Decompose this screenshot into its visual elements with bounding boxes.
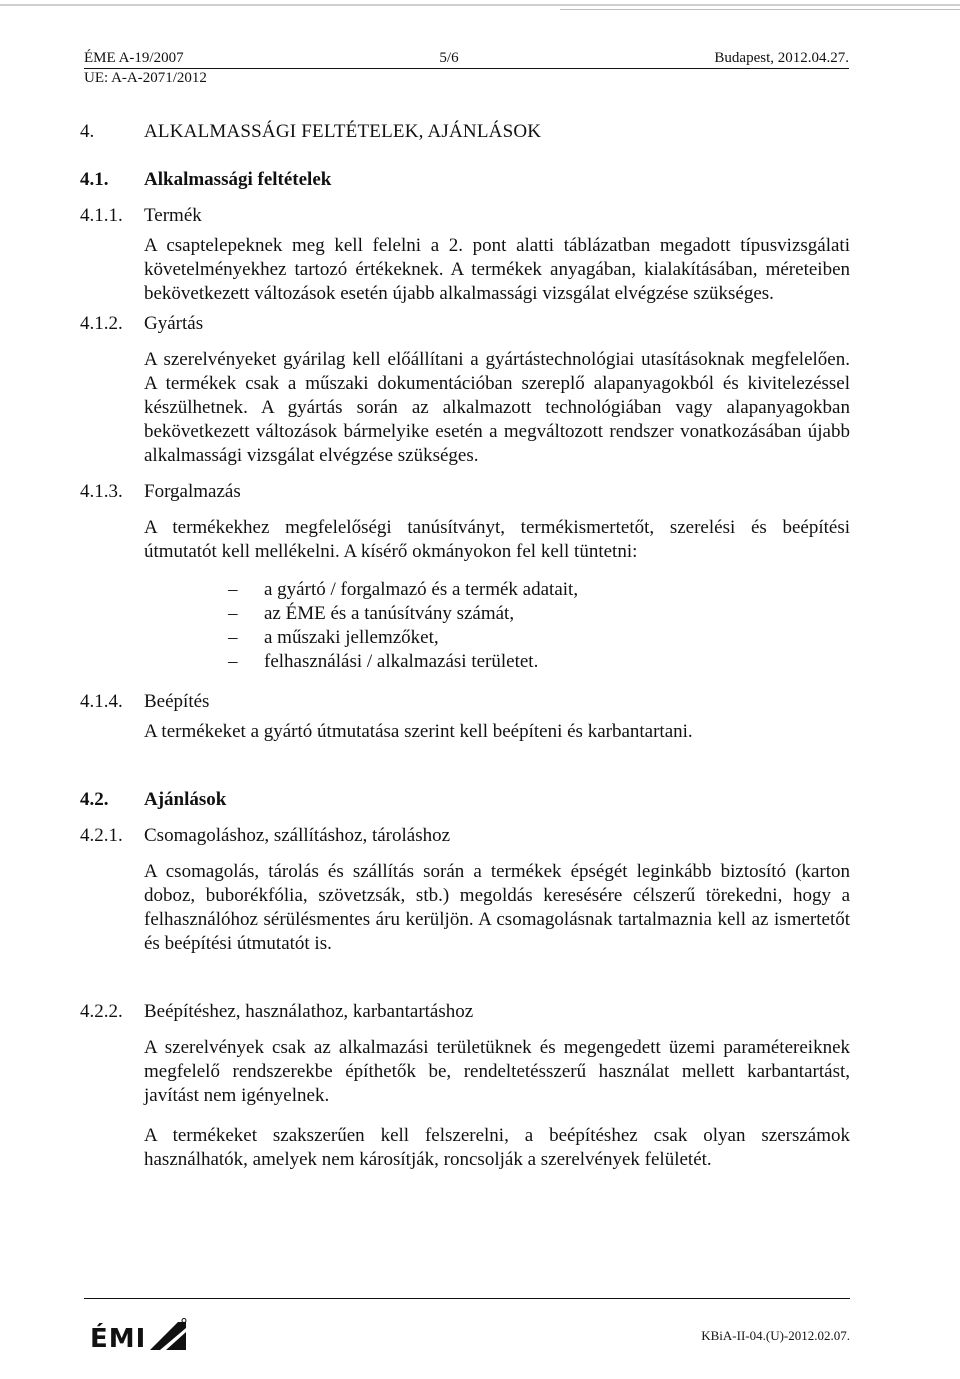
footer-rule [84,1298,850,1299]
scan-edge-line-secondary [560,9,960,10]
ue-number: UE: A-A-2071/2012 [84,70,207,86]
section-title: Ajánlások [144,789,227,810]
page-header [84,49,849,87]
header-rule [84,68,849,69]
section-4-2-1-heading [80,824,850,848]
scan-edge-line [0,4,960,6]
section-number: 4.1.1. [80,205,123,226]
dash-bullet: – [228,651,238,672]
section-4-1-2-heading [80,312,850,336]
emi-logo [90,1318,188,1352]
header-row [84,49,849,67]
place-date: Budapest, 2012.04.27. [714,50,849,66]
section-4-1-4-heading [80,690,850,714]
section-title: ALKALMASSÁGI FELTÉTELEK, AJÁNLÁSOK [144,121,542,142]
list-item [228,626,850,650]
section-number: 4.1.4. [80,691,123,712]
section-title: Beépítés [144,691,210,712]
list-item-text: a műszaki jellemzőket, [264,627,439,648]
list-item-text: felhasználási / alkalmazási területet. [264,651,539,672]
form-code: KBiA-II-04.(U)-2012.02.07. [701,1328,850,1343]
section-title: Beépítéshez, használathoz, karbantartáshoz [144,1001,474,1022]
section-title: Termék [144,205,202,226]
section-number: 4.1. [80,169,109,190]
section-4-1-1-heading [80,204,850,228]
section-4-2-1-text: A csomagolás, tárolás és szállítás során a termékek épségét leginkább biztosító (karton doboz, buborékfólia, szövetzsák, stb.) megoldás keresésére célszerű törekedni, hogy a felhasználóhoz sérülésmentes áru kerüljön. A csomagolásnak tartalmaznia kell az ismertetőt és beépítési útmutatót is. [144,861,850,954]
dash-bullet: – [228,579,238,600]
section-title: Alkalmassági feltételek [144,169,332,190]
section-number: 4.2.2. [80,1001,123,1022]
doc-id: ÉME A-19/2007 [84,50,184,66]
section-4-1-heading [80,168,850,192]
section-number: 4.1.3. [80,481,123,502]
logo-wordmark: ÉMI [90,1324,147,1354]
dash-bullet: – [228,603,238,624]
section-4-heading [80,120,850,144]
section-4-1-1-text: A csaptelepeknek meg kell felelni a 2. pont alatti táblázatban megadott típusvizsgálati követelményekhez tartozó értékeknek. A termékek anyagában, kialakításában, méreteiben bekövetkezett változások esetén újabb alkalmassági vizsgálat elvégzése szükséges. [144,235,850,304]
accompanying-docs-list [228,578,850,674]
section-title: Forgalmazás [144,481,241,502]
page-number: 5/6 [439,50,459,66]
list-item [228,602,850,626]
section-title: Gyártás [144,313,204,334]
logo-arrow-icon [148,1318,188,1352]
section-4-1-2-text: A szerelvényeket gyárilag kell előállítani a gyártástechnológiai utasításoknak megfelelően. A termékek csak a műszaki dokumentációban szereplő alapanyagokból és kivitelezéssel készülhetnek. A gyártás során az alkalmazott technológiában vagy alapanyagokban bekövetkezett változások bármelyike esetén a megváltozott rendszer vonatkozásában újabb alkalmassági vizsgálat elvégzése szükséges. [144,349,850,466]
dash-bullet: – [228,627,238,648]
section-number: 4. [80,121,95,142]
list-item-text: az ÉME és a tanúsítvány számát, [264,603,515,624]
list-item-text: a gyártó / forgalmazó és a termék adatait, [264,579,579,600]
list-item [228,578,850,602]
section-4-2-2-text-1: A szerelvények csak az alkalmazási területüknek és megengedett üzemi paramétereiknek megfelelő rendszerekbe építhetők be, rendeltetésszerű használat mellett karbantartást, javítást nem igényelnek. [144,1037,850,1106]
section-title: Csomagoláshoz, szállításhoz, tároláshoz [144,825,451,846]
section-4-2-2-heading [80,1000,850,1024]
section-4-1-4-text: A termékeket a gyártó útmutatása szerint kell beépíteni és karbantartani. [144,721,693,742]
section-number: 4.1.2. [80,313,123,334]
section-number: 4.2. [80,789,109,810]
list-item [228,650,850,674]
section-4-2-heading [80,788,850,812]
section-4-1-3-heading [80,480,850,504]
section-number: 4.2.1. [80,825,123,846]
section-4-2-2-text-2: A termékeket szakszerűen kell felszerelni, a beépítéshez csak olyan szerszámok használhatók, amelyek nem károsítják, roncsolják a szerelvények felületét. [144,1125,850,1170]
section-4-1-3-text: A termékekhez megfelelőségi tanúsítványt, termékismertetőt, szerelési és beépítési útmutatót kell mellékelni. A kísérő okmányokon fel kell tüntetni: [144,517,850,562]
document-body [80,120,850,1172]
